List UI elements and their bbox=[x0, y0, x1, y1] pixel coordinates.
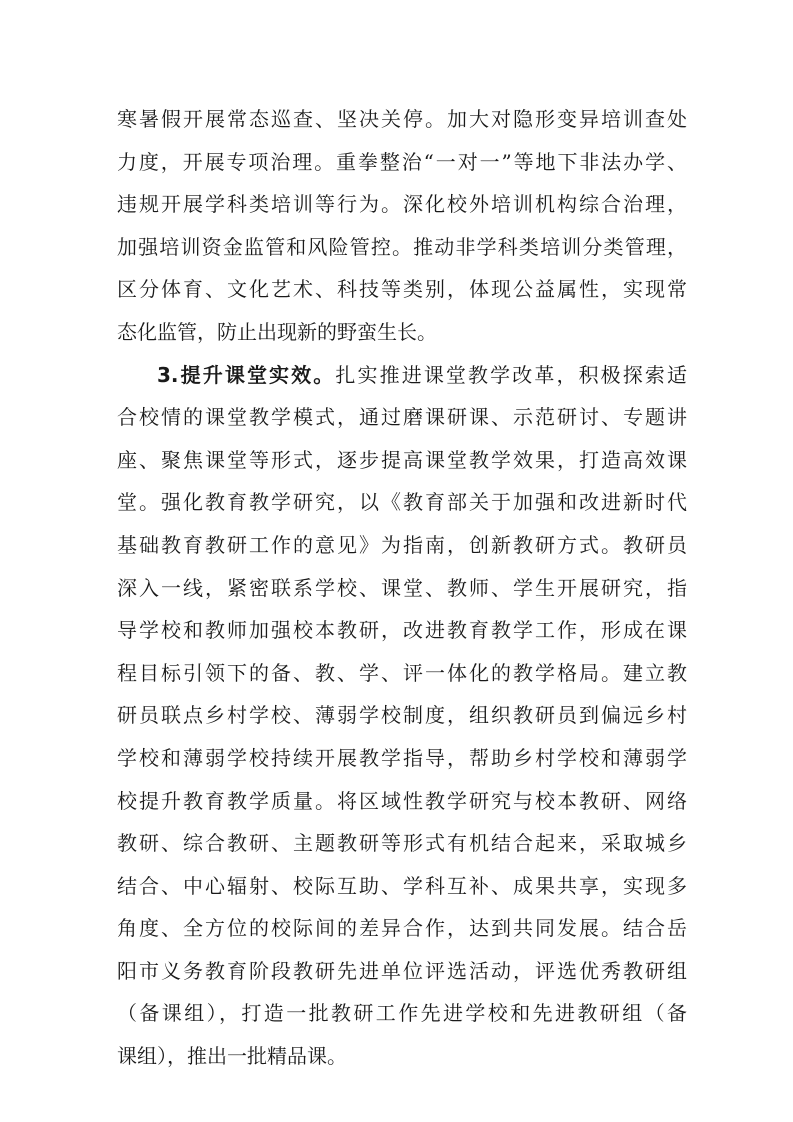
text-line: 学校和薄弱学校持续开展教学指导，帮助乡村学校和薄弱学 bbox=[117, 745, 687, 770]
text-line: 违规开展学科类培训等行为。深化校外培训机构综合治理， bbox=[117, 192, 687, 217]
text-line: 导学校和教师加强校本教研，改进教育教学工作，形成在课 bbox=[117, 618, 687, 643]
text-line: 力度，开展专项治理。重拳整治“一对一”等地下非法办学、 bbox=[117, 149, 687, 174]
text-line: 堂。强化教育教学研究，以《教育部关于加强和改进新时代 bbox=[117, 490, 687, 515]
text-line: 基础教育教研工作的意见》为指南，创新教研方式。教研员 bbox=[117, 532, 687, 557]
text-line: 深入一线，紧密联系学校、课堂、教师、学生开展研究，指 bbox=[117, 575, 687, 600]
paragraph-first-line bbox=[117, 354, 687, 397]
text-line: 区分体育、文化艺术、科技等类别，体现公益属性，实现常 bbox=[117, 277, 687, 302]
text-line: 程目标引领下的备、教、学、评一体化的教学格局。建立教 bbox=[117, 660, 687, 685]
text-line: 教研、综合教研、主题教研等形式有机结合起来，采取城乡 bbox=[117, 831, 687, 856]
section-heading: 3.提升课堂实效。 bbox=[157, 362, 336, 387]
text-run: 扎实推进课堂教学改革，积极探索适 bbox=[335, 362, 688, 387]
paragraph-1 bbox=[117, 98, 687, 354]
text-line: 课组），推出一批精品课。 bbox=[117, 1044, 347, 1069]
text-line: （备课组），打造一批教研工作先进学校和先进教研组（备 bbox=[117, 1001, 687, 1026]
text-line: 角度、全方位的校际间的差异合作，达到共同发展。结合岳 bbox=[117, 916, 687, 941]
paragraph-2 bbox=[117, 354, 687, 1078]
text-line: 校提升教育教学质量。将区域性教学研究与校本教研、网络 bbox=[117, 788, 687, 813]
text-line: 加强培训资金监管和风险管控。推动非学科类培训分类管理， bbox=[117, 234, 687, 259]
text-line: 寒暑假开展常态巡查、坚决关停。加大对隐形变异培训查处 bbox=[117, 107, 687, 131]
text-line: 座、聚焦课堂等形式，逐步提高课堂教学效果，打造高效课 bbox=[117, 447, 687, 472]
text-line: 研员联点乡村学校、薄弱学校制度，组织教研员到偏远乡村 bbox=[117, 703, 687, 728]
text-line: 阳市义务教育阶段教研先进单位评选活动，评选优秀教研组 bbox=[117, 958, 687, 983]
text-line: 合校情的课堂教学模式，通过磨课研课、示范研讨、专题讲 bbox=[117, 405, 687, 430]
document-body bbox=[117, 98, 687, 1078]
text-line: 态化监管，防止出现新的野蛮生长。 bbox=[117, 319, 437, 344]
text-line: 结合、中心辐射、校际互助、学科互补、成果共享，实现多 bbox=[117, 873, 687, 898]
